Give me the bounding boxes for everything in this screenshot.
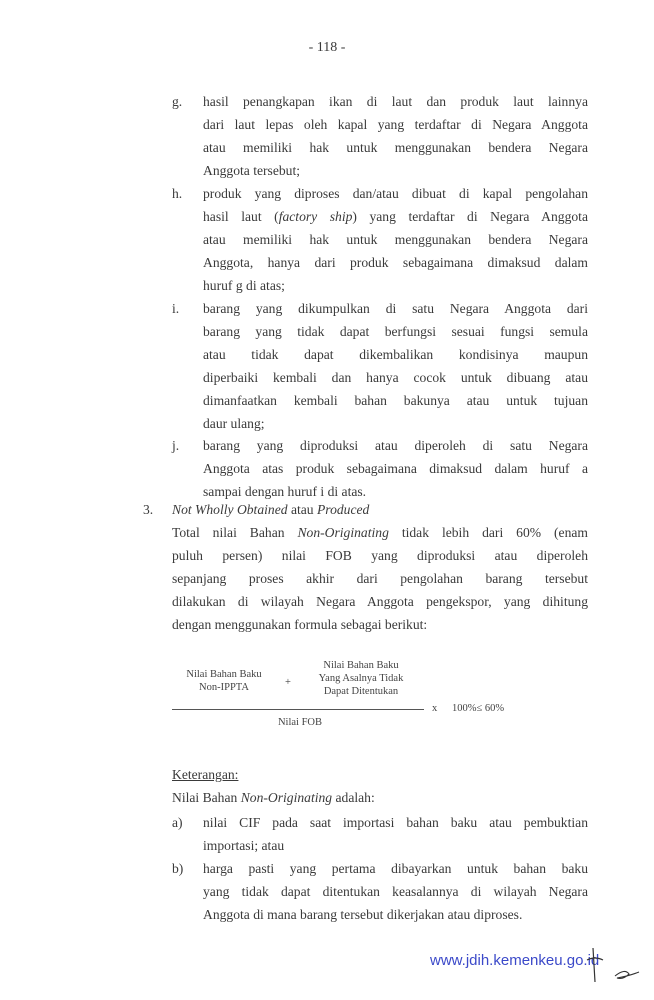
text-run: Anggota, hanya dari produk sebagaimana dimaksud dalam	[203, 255, 588, 270]
text-line	[203, 184, 588, 204]
text-line	[203, 368, 588, 388]
text-run: yang tidak dapat ditentukan keasalannya di wilayah Negara	[203, 884, 588, 899]
text-run: Keterangan:	[172, 767, 239, 782]
formula-term1-line: Non-IPPTA	[199, 682, 249, 693]
item-label: h.	[172, 186, 183, 201]
text-line	[203, 253, 588, 273]
text-run: diperbaiki kembali dan hanya cocok untuk dibuang atau	[203, 370, 588, 385]
text-line	[172, 765, 588, 785]
text-line	[203, 482, 366, 502]
text-run: Nilai Bahan	[172, 790, 241, 805]
text-run: ) yang terdaftar di Negara Anggota	[352, 209, 588, 224]
text-run: Anggota di mana barang tersebut dikerjakan atau diproses.	[203, 907, 523, 922]
signature-paraf	[585, 946, 645, 986]
formula-term2-line: Dapat Ditentukan	[323, 686, 399, 697]
text-line	[203, 92, 588, 112]
item-label: i.	[172, 301, 180, 316]
formula-term2	[302, 659, 420, 698]
text-run: Total nilai Bahan	[172, 525, 298, 540]
text-run: hasil laut (	[203, 209, 279, 224]
item-label: a)	[172, 815, 183, 830]
item-label: j.	[172, 438, 180, 453]
footer-url[interactable]: www.jdih.kemenkeu.go.id	[430, 952, 600, 969]
text-run: dimanfaatkan kembali bahan bakunya atau untuk tujuan	[203, 393, 588, 408]
italic-term: Non-Originating	[297, 525, 389, 540]
text-run: importasi; atau	[203, 838, 285, 853]
text-run: nilai CIF pada saat importasi bahan baku atau pembuktian	[203, 815, 588, 830]
text-run: atau	[287, 502, 317, 517]
italic-term: Produced	[317, 502, 370, 517]
formula-plus: +	[285, 677, 291, 688]
text-run: dari laut lepas oleh kapal yang terdaftar di Negara Anggota	[203, 117, 588, 132]
italic-term: factory ship	[278, 209, 353, 224]
text-line	[203, 299, 588, 319]
text-run: harga pasti yang pertama dibayarkan untuk bahan baku	[203, 861, 588, 876]
formula-result: 100%≤ 60%	[452, 703, 505, 714]
text-run: hasil penangkapan ikan di laut dan produk laut lainnya	[203, 94, 588, 109]
text-run: adalah:	[332, 790, 375, 805]
text-run: Anggota atas produk sebagaimana dimaksud dalam huruf a	[203, 461, 588, 476]
text-line	[203, 414, 265, 434]
text-run: dengan menggunakan formula sebagai berikut:	[172, 617, 428, 632]
text-run: atau memiliki hak untuk menggunakan bendera Negara	[203, 232, 588, 247]
formula-term2-line: Nilai Bahan Baku	[323, 660, 399, 671]
text-run: puluh persen) nilai FOB yang diproduksi atau diperoleh	[172, 548, 588, 563]
formula-term1	[172, 668, 276, 694]
text-line	[172, 615, 427, 635]
italic-term: Non-Originating	[240, 790, 333, 805]
text-run: barang yang dikumpulkan di satu Negara Anggota dari	[203, 301, 588, 316]
text-line	[203, 276, 285, 296]
fraction-bar	[172, 709, 424, 710]
formula-term1-line: Nilai Bahan Baku	[186, 669, 262, 680]
text-line	[203, 905, 522, 925]
text-line	[203, 459, 588, 479]
text-run: tidak lebih dari 60% (enam	[388, 525, 588, 540]
text-run: Anggota tersebut;	[203, 163, 301, 178]
text-line	[203, 345, 588, 365]
text-line	[172, 592, 588, 612]
text-line	[203, 230, 588, 250]
text-line	[203, 813, 588, 833]
text-run: atau tidak dapat dikembalikan kondisinya maupun	[203, 347, 588, 362]
text-line	[172, 788, 375, 808]
page-number: - 118 -	[308, 40, 346, 55]
text-line	[203, 436, 588, 456]
text-line	[172, 500, 369, 520]
text-line	[203, 882, 588, 902]
text-run: barang yang tidak dapat berfungsi sesuai fungsi semula	[203, 324, 588, 339]
text-run: atau memiliki hak untuk menggunakan bendera Negara	[203, 140, 588, 155]
text-run: dilakukan di wilayah Negara Anggota pengekspor, yang dihitung	[172, 594, 588, 609]
text-run: sepanjang proses akhir dari pengolahan barang tersebut	[172, 571, 588, 586]
text-run: daur ulang;	[203, 416, 265, 431]
text-line	[172, 569, 588, 589]
text-line	[172, 523, 588, 543]
text-run: huruf g di atas;	[203, 278, 285, 293]
item-label: 3.	[143, 502, 154, 517]
text-line	[203, 207, 588, 227]
text-line	[203, 161, 300, 181]
text-line	[172, 546, 588, 566]
formula-term2-line: Yang Asalnya Tidak	[318, 673, 404, 684]
text-run: produk yang diproses dan/atau dibuat di kapal pengolahan	[203, 186, 588, 201]
formula-denominator: Nilai FOB	[277, 717, 323, 728]
text-line	[203, 836, 284, 856]
text-run: sampai dengan huruf i di atas.	[203, 484, 367, 499]
text-line	[203, 138, 588, 158]
text-line	[203, 859, 588, 879]
item-label: b)	[172, 861, 184, 876]
text-line	[203, 115, 588, 135]
item-label: g.	[172, 94, 183, 109]
italic-term: Not Wholly Obtained	[172, 502, 288, 517]
text-line	[203, 322, 588, 342]
text-run: barang yang diproduksi atau diperoleh di satu Negara	[203, 438, 588, 453]
formula-times: x	[432, 703, 438, 714]
text-line	[203, 391, 588, 411]
